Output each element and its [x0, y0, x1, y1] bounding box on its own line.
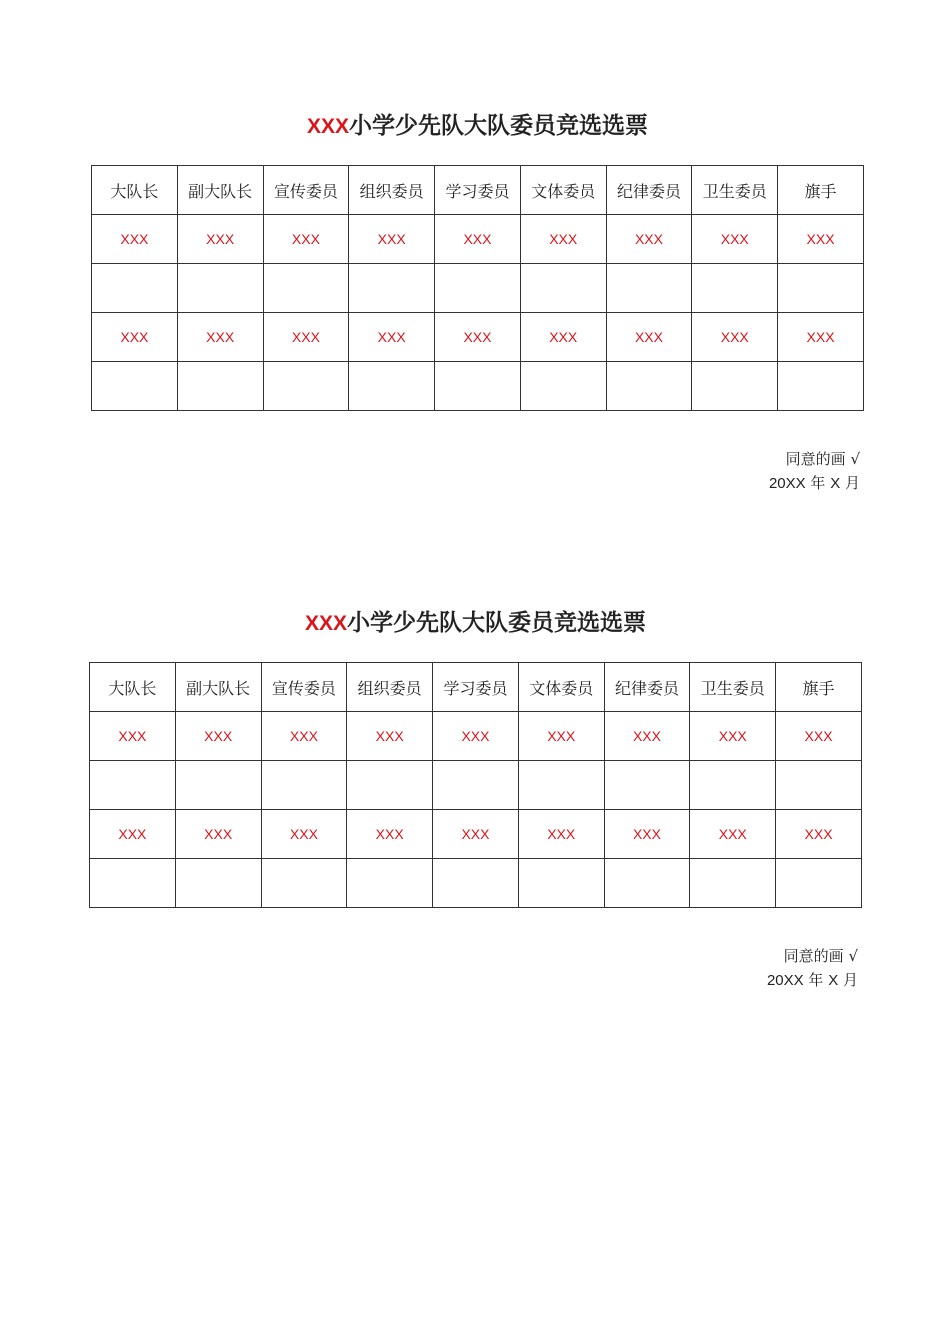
- position-header: 学习委员: [433, 663, 519, 712]
- candidate-name: XXX: [520, 215, 606, 264]
- date-year-unit: 年: [805, 474, 831, 492]
- candidate-name: XXX: [261, 712, 347, 761]
- candidate-row: [92, 215, 864, 264]
- position-header: 副大队长: [177, 166, 263, 215]
- position-header: 卫生委员: [690, 663, 776, 712]
- vote-cell[interactable]: [604, 761, 690, 810]
- date-month-unit: 月: [840, 474, 860, 492]
- vote-cell[interactable]: [604, 859, 690, 908]
- position-header: 学习委员: [435, 166, 521, 215]
- position-header: 旗手: [778, 166, 864, 215]
- vote-cell[interactable]: [520, 362, 606, 411]
- date-year-unit: 年: [803, 971, 829, 989]
- candidate-name: XXX: [776, 810, 862, 859]
- candidate-row: [92, 313, 864, 362]
- vote-cell[interactable]: [606, 264, 692, 313]
- candidate-name: XXX: [263, 215, 349, 264]
- ballot-table: [89, 662, 862, 908]
- candidate-name: XXX: [435, 313, 521, 362]
- candidate-name: XXX: [90, 810, 176, 859]
- vote-cell[interactable]: [433, 859, 519, 908]
- vote-cell[interactable]: [776, 761, 862, 810]
- vote-cell[interactable]: [175, 761, 261, 810]
- candidate-name: XXX: [90, 712, 176, 761]
- title-text: 小学少先队大队委员竞选选票: [349, 112, 649, 139]
- vote-cell[interactable]: [520, 264, 606, 313]
- candidate-name: XXX: [776, 712, 862, 761]
- ballot-date: [89, 968, 858, 993]
- position-header: 大队长: [90, 663, 176, 712]
- header-row: [90, 663, 862, 712]
- candidate-name: XXX: [263, 313, 349, 362]
- vote-row: [92, 362, 864, 411]
- date-year: 20XX: [768, 475, 806, 492]
- ballot-date: [91, 471, 860, 496]
- candidate-name: XXX: [692, 313, 778, 362]
- vote-cell[interactable]: [175, 859, 261, 908]
- vote-row: [92, 264, 864, 313]
- candidate-name: XXX: [349, 313, 435, 362]
- vote-cell[interactable]: [263, 264, 349, 313]
- date-month: X: [828, 972, 839, 989]
- vote-cell[interactable]: [261, 761, 347, 810]
- candidate-name: XXX: [92, 313, 178, 362]
- vote-cell[interactable]: [349, 362, 435, 411]
- vote-cell[interactable]: [692, 362, 778, 411]
- position-header: 大队长: [92, 166, 178, 215]
- candidate-name: XXX: [778, 215, 864, 264]
- vote-cell[interactable]: [92, 264, 178, 313]
- candidate-name: XXX: [606, 215, 692, 264]
- date-year: 20XX: [766, 972, 804, 989]
- candidate-name: XXX: [692, 215, 778, 264]
- vote-cell[interactable]: [261, 859, 347, 908]
- candidate-name: XXX: [347, 810, 433, 859]
- candidate-name: XXX: [690, 712, 776, 761]
- instruction-note: 同意的画 √: [785, 450, 860, 468]
- ballot-2: [89, 607, 862, 993]
- vote-cell[interactable]: [90, 859, 176, 908]
- date-month-unit: 月: [838, 971, 858, 989]
- candidate-name: XXX: [518, 810, 604, 859]
- ballot-table: [91, 165, 864, 411]
- header-row: [92, 166, 864, 215]
- vote-cell[interactable]: [778, 264, 864, 313]
- vote-cell[interactable]: [263, 362, 349, 411]
- vote-cell[interactable]: [177, 264, 263, 313]
- instruction-note: 同意的画 √: [783, 947, 858, 965]
- position-header: 宣传委员: [263, 166, 349, 215]
- candidate-row: [90, 810, 862, 859]
- vote-cell[interactable]: [177, 362, 263, 411]
- candidate-name: XXX: [778, 313, 864, 362]
- candidate-name: XXX: [433, 810, 519, 859]
- vote-cell[interactable]: [90, 761, 176, 810]
- candidate-name: XXX: [347, 712, 433, 761]
- candidate-name: XXX: [518, 712, 604, 761]
- candidate-name: XXX: [261, 810, 347, 859]
- candidate-name: XXX: [604, 810, 690, 859]
- position-header: 宣传委员: [261, 663, 347, 712]
- vote-row: [90, 761, 862, 810]
- position-header: 文体委员: [518, 663, 604, 712]
- vote-cell[interactable]: [435, 362, 521, 411]
- title-placeholder: XXX: [304, 612, 348, 635]
- position-header: 旗手: [776, 663, 862, 712]
- vote-cell[interactable]: [690, 761, 776, 810]
- candidate-name: XXX: [175, 712, 261, 761]
- position-header: 纪律委员: [604, 663, 690, 712]
- candidate-name: XXX: [175, 810, 261, 859]
- ballot-table-body: [92, 166, 864, 411]
- candidate-name: XXX: [690, 810, 776, 859]
- position-header: 组织委员: [347, 663, 433, 712]
- ballot-1: [91, 110, 864, 496]
- vote-cell[interactable]: [435, 264, 521, 313]
- vote-cell[interactable]: [518, 859, 604, 908]
- title-placeholder: XXX: [306, 115, 350, 138]
- candidate-name: XXX: [433, 712, 519, 761]
- position-header: 卫生委员: [692, 166, 778, 215]
- candidate-name: XXX: [435, 215, 521, 264]
- vote-cell[interactable]: [690, 859, 776, 908]
- candidate-name: XXX: [604, 712, 690, 761]
- date-month: X: [830, 475, 841, 492]
- vote-cell[interactable]: [347, 859, 433, 908]
- vote-cell[interactable]: [518, 761, 604, 810]
- title-text: 小学少先队大队委员竞选选票: [347, 609, 647, 636]
- vote-row: [90, 859, 862, 908]
- vote-cell[interactable]: [778, 362, 864, 411]
- candidate-name: XXX: [177, 313, 263, 362]
- vote-cell[interactable]: [349, 264, 435, 313]
- vote-cell[interactable]: [92, 362, 178, 411]
- ballot-title: [89, 607, 862, 639]
- position-header: 副大队长: [175, 663, 261, 712]
- candidate-row: [90, 712, 862, 761]
- ballot-footer: [91, 447, 864, 496]
- candidate-name: XXX: [520, 313, 606, 362]
- candidate-name: XXX: [349, 215, 435, 264]
- position-header: 纪律委员: [606, 166, 692, 215]
- ballot-footer: [89, 944, 862, 993]
- vote-cell[interactable]: [606, 362, 692, 411]
- vote-cell[interactable]: [433, 761, 519, 810]
- vote-cell[interactable]: [776, 859, 862, 908]
- candidate-name: XXX: [177, 215, 263, 264]
- ballot-title: [91, 110, 864, 142]
- vote-cell[interactable]: [692, 264, 778, 313]
- candidate-name: XXX: [606, 313, 692, 362]
- position-header: 文体委员: [520, 166, 606, 215]
- position-header: 组织委员: [349, 166, 435, 215]
- candidate-name: XXX: [92, 215, 178, 264]
- ballot-table-body: [90, 663, 862, 908]
- vote-cell[interactable]: [347, 761, 433, 810]
